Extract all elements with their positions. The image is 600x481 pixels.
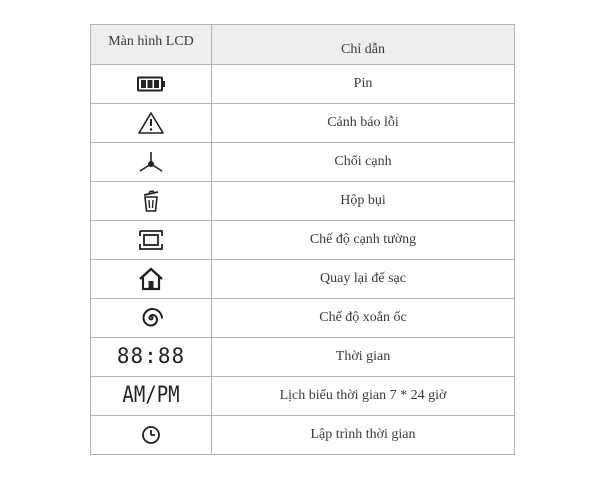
table-row xyxy=(91,299,515,338)
row-label: Chế độ xoắn ốc xyxy=(212,299,515,338)
spiral-icon xyxy=(139,306,163,330)
table-row xyxy=(91,338,515,377)
warning-icon xyxy=(137,111,165,135)
table-row xyxy=(91,143,515,182)
time-display: 88:88 xyxy=(116,344,186,368)
ampm-display: AM/PM xyxy=(122,382,180,408)
dust-bin-icon xyxy=(140,189,162,213)
table-row xyxy=(91,377,515,416)
row-label: Chế độ cạnh tường xyxy=(212,221,515,260)
battery-icon xyxy=(136,76,166,92)
row-label: Quay lại đế sạc xyxy=(212,260,515,299)
header-instructions: Chỉ dẫn xyxy=(212,25,515,65)
row-label: Lịch biểu thời gian 7 * 24 giờ xyxy=(212,377,515,416)
header-lcd: Màn hình LCD xyxy=(91,25,212,65)
table-row xyxy=(91,182,515,221)
table-row xyxy=(91,260,515,299)
table-row xyxy=(91,65,515,104)
row-label: Lập trình thời gian xyxy=(212,416,515,455)
side-brush-icon xyxy=(137,150,165,174)
lcd-indicator-table xyxy=(90,24,515,455)
row-label: Pin xyxy=(212,65,515,104)
row-label: Hộp bụi xyxy=(212,182,515,221)
home-icon xyxy=(138,267,164,291)
table-row xyxy=(91,221,515,260)
row-label: Thời gian xyxy=(212,338,515,377)
row-label: Cảnh báo lỗi xyxy=(212,104,515,143)
row-label: Chổi cạnh xyxy=(212,143,515,182)
clock-icon xyxy=(141,425,161,445)
table-row xyxy=(91,104,515,143)
table-row xyxy=(91,416,515,455)
wall-mode-icon xyxy=(138,229,164,251)
table-header-row xyxy=(91,25,515,65)
